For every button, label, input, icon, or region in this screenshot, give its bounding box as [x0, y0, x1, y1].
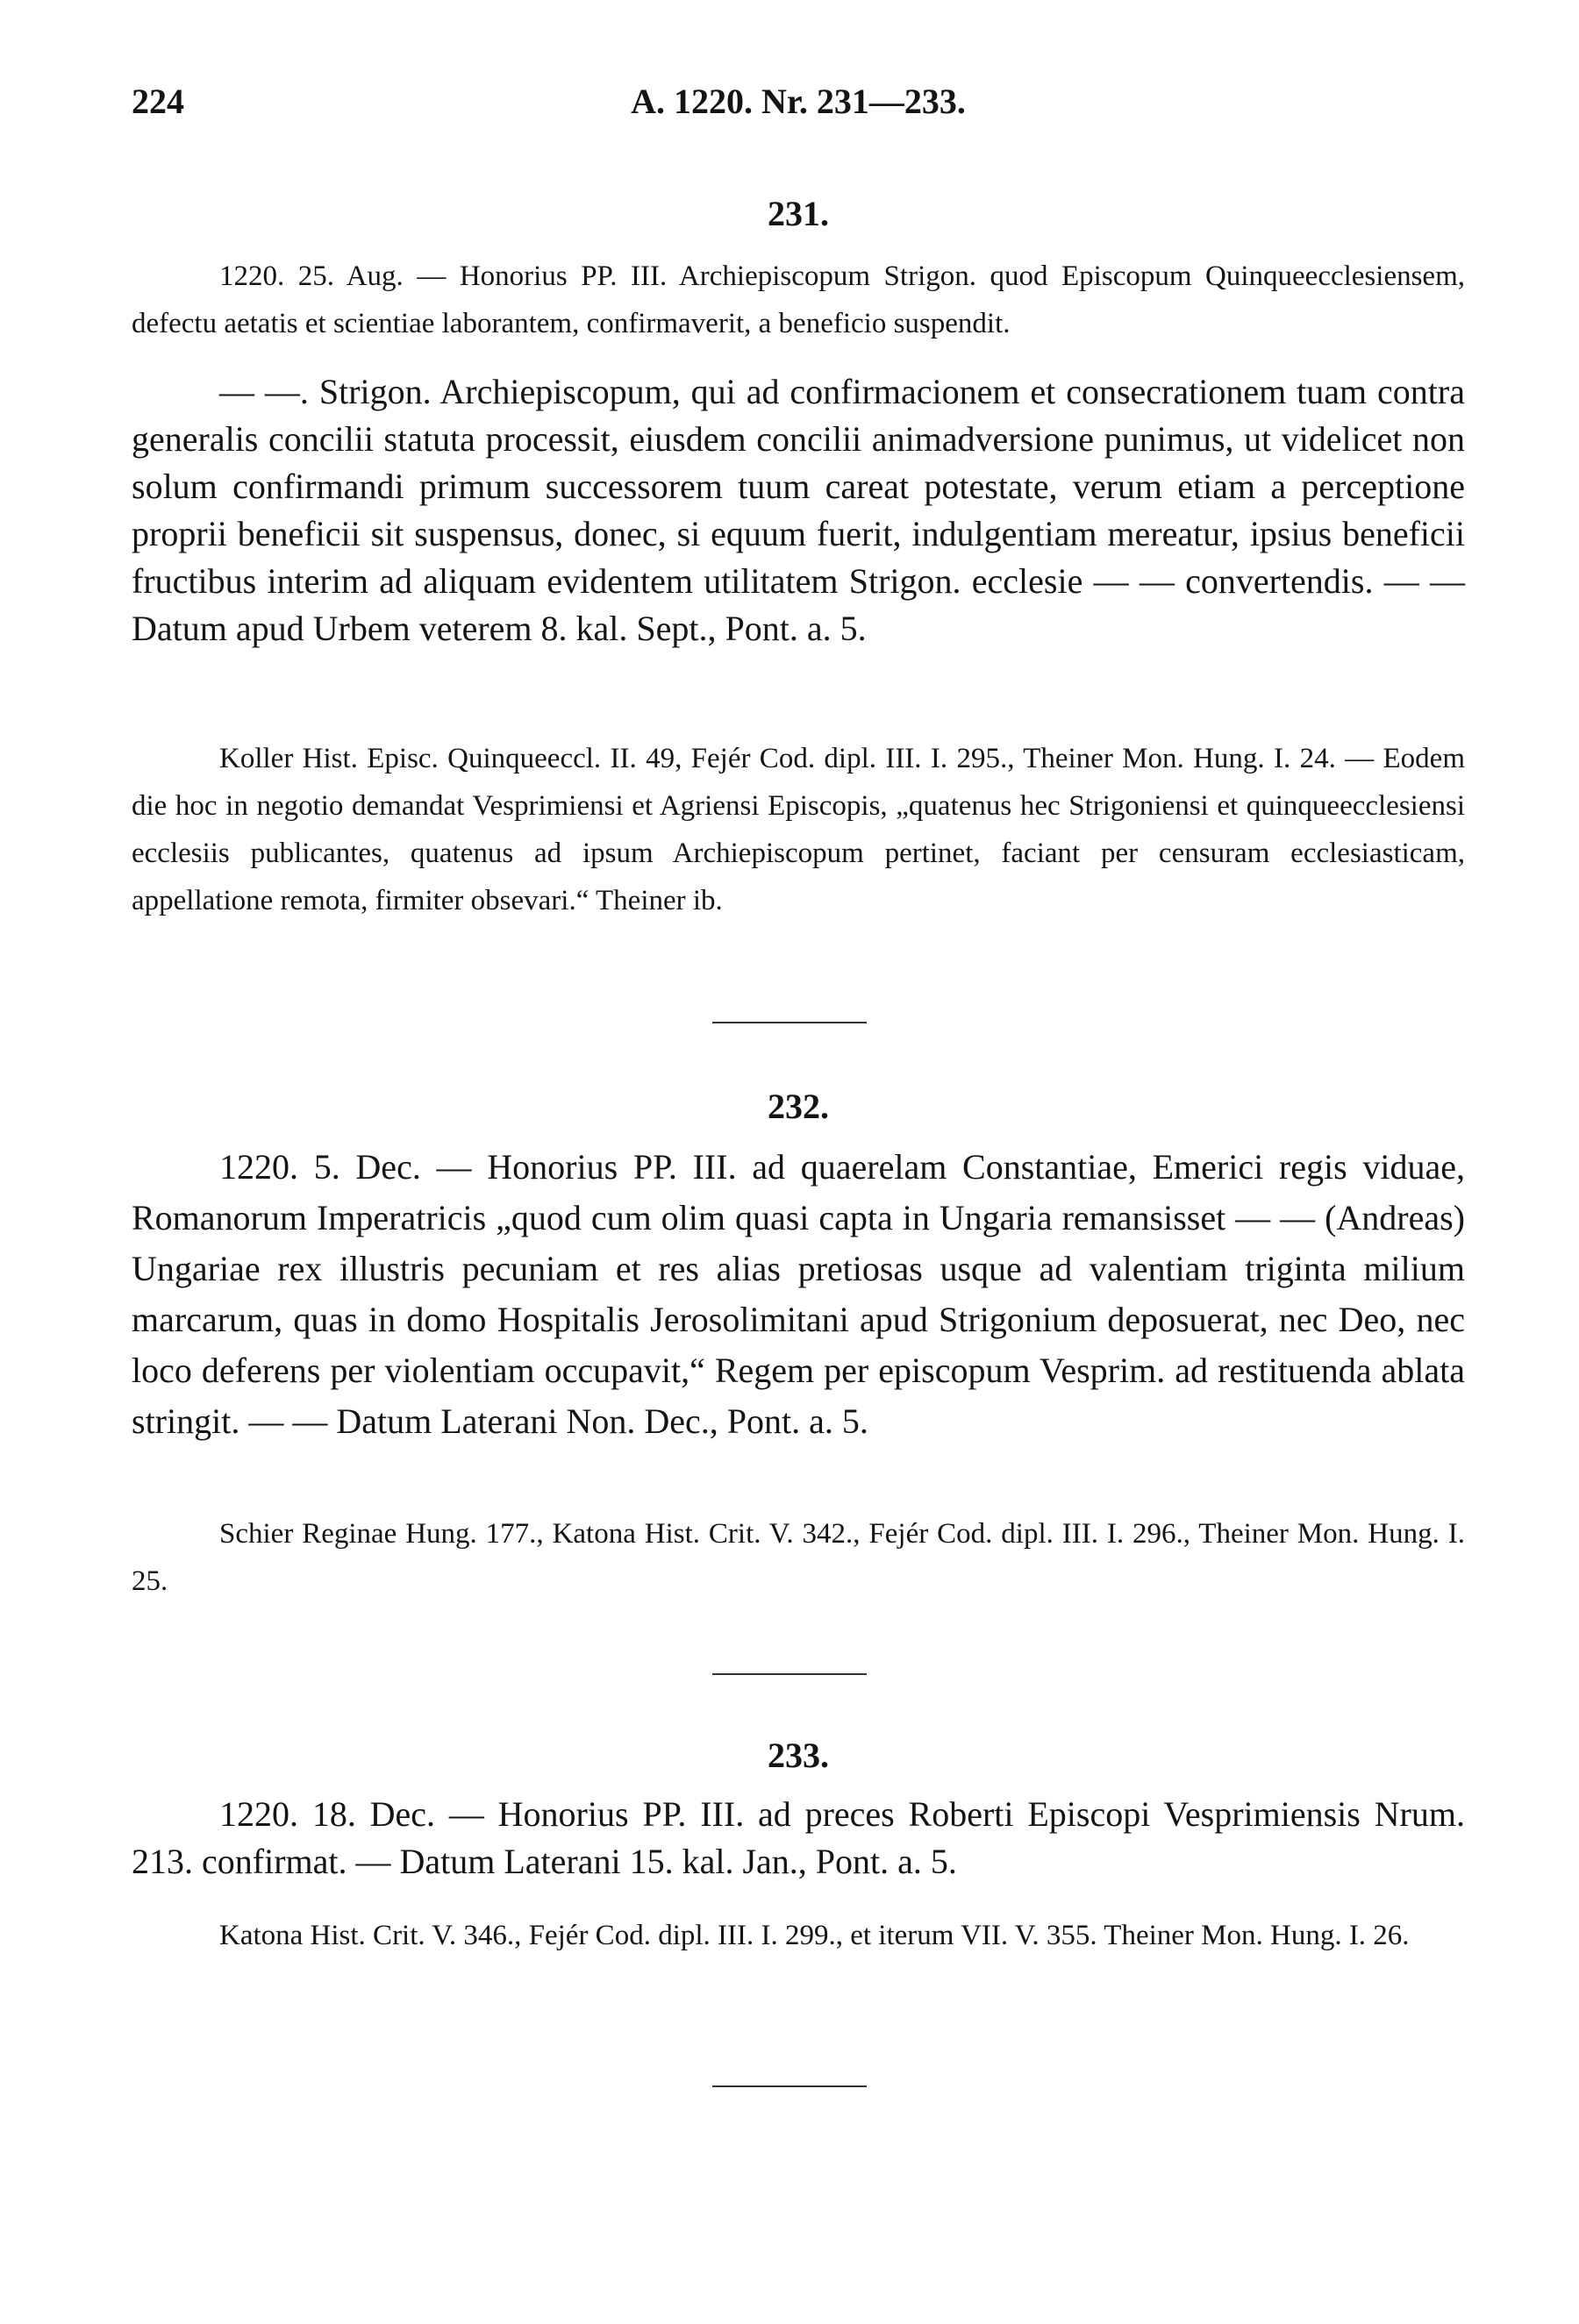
- entry-number: 233.: [768, 1736, 829, 1775]
- page-header: [132, 81, 1465, 133]
- page-number: 224: [132, 82, 184, 121]
- section-divider: [712, 2085, 867, 2087]
- section-divider: [712, 1673, 867, 1675]
- section-divider: [712, 1022, 867, 1023]
- entry-notes: Katona Hist. Crit. V. 346., Fejér Cod. dipl. III. I. 299., et iterum VII. V. 355. Theiner Mon. Hung. I. 26.: [219, 1920, 1410, 1951]
- running-title: A. 1220. Nr. 231—233.: [631, 82, 966, 121]
- entry-number: 231.: [768, 194, 829, 233]
- entry-text: 1220. 5. Dec. — Honorius PP. III. ad quaerelam Constantiae, Emerici regis viduae, Romanorum Imperatricis „quod cum olim quasi capta in Ungaria remansisset — — (Andreas) Ungariae rex illustris pecuniam et res alias pretiosas usque ad valentiam triginta milium marcarum, quas in domo Hospitalis Jerosolimitani apud Strigonium deposuerat, nec Deo, nec loco deferens per violentiam occupavit,“ Regem per episcopum Vesprim. ad restituenda ablata stringit. — — Datum Laterani Non. Dec., Pont. a. 5.: [132, 1147, 1465, 1441]
- entry-number: 232.: [768, 1087, 829, 1126]
- entry-text: 1220. 18. Dec. — Honorius PP. III. ad preces Roberti Episcopi Vesprimiensis Nrum. 213. confirmat. — Datum Laterani 15. kal. Jan., Pont. a. 5.: [132, 1794, 1465, 1881]
- entry-regest: 1220. 25. Aug. — Honorius PP. III. Archiepiscopum Strigon. quod Episcopum Quinqueecclesiensem, defectu aetatis et scientiae laborantem, confirmaverit, a beneficio suspendit.: [132, 260, 1465, 339]
- entry-text: — —. Strigon. Archiepiscopum, qui ad confirmacionem et consecrationem tuam contra generalis concilii statuta processit, eiusdem concilii animadversione punimus, ut videlicet non solum confirmandi primum successorem tuum careat potestate, verum etiam a perceptione proprii beneficii sit suspensus, donec, si equum fuerit, indulgentiam mereatur, ipsius beneficii fructibus interim ad aliquam evidentem utilitatem Strigon. ecclesie — — convertendis. — — Datum apud Urbem veterem 8. kal. Sept., Pont. a. 5.: [132, 372, 1465, 648]
- entry-notes: Koller Hist. Episc. Quinqueeccl. II. 49, Fejér Cod. dipl. III. I. 295., Theiner Mon. Hung. I. 24. — Eodem die hoc in negotio demandat Vesprimiensi et Agriensi Episcopis, „quatenus hec Strigoniensi et quinqueecclesiensi ecclesiis publicantes, quatenus ad ipsum Archiepiscopum pertinet, faciant per censuram ecclesiasticam, appellatione remota, firmiter obsevari.“ Theiner ib.: [132, 743, 1465, 916]
- entry-notes: Schier Reginae Hung. 177., Katona Hist. Crit. V. 342., Fejér Cod. dipl. III. I. 296., Theiner Mon. Hung. I. 25.: [132, 1518, 1465, 1597]
